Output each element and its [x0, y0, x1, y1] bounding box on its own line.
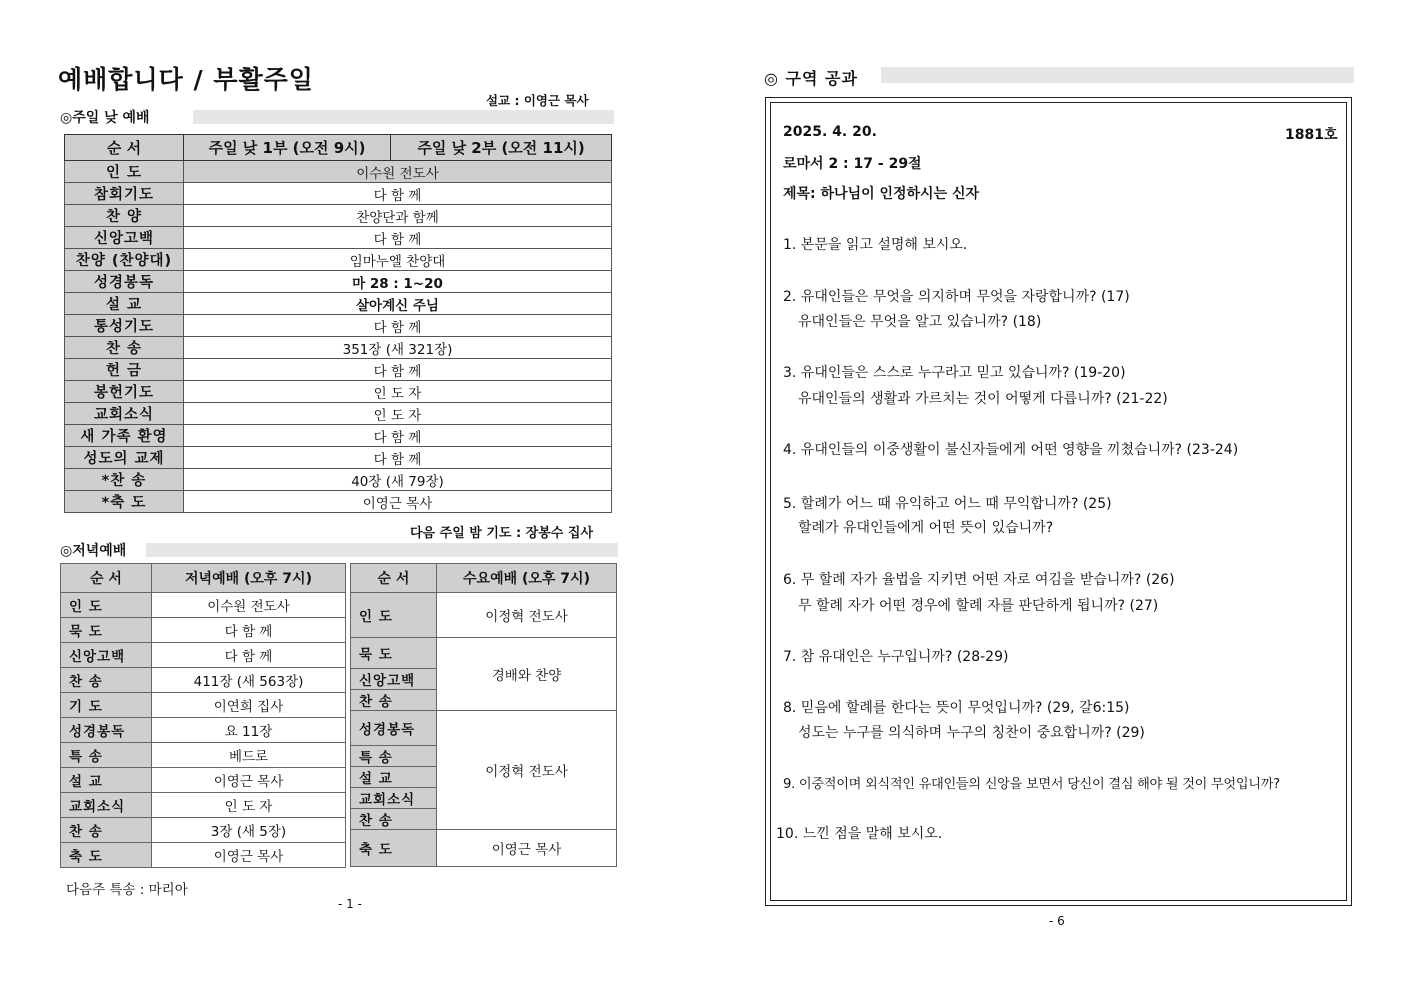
- question-5-sub: 할례가 유대인들에게 어떤 뜻이 있습니까?: [798, 520, 1054, 536]
- day-service-table: [64, 134, 612, 513]
- order-label: 신앙고백: [65, 227, 184, 249]
- order-label: 찬 송: [61, 818, 152, 843]
- question-8: 8. 믿음에 할례를 한다는 뜻이 무엇입니까? (29, 갈6:15): [783, 700, 1130, 716]
- header-first-service: 주일 낮 1부 (오전 9시): [184, 135, 391, 161]
- order-label: 찬 송: [65, 337, 184, 359]
- order-value: 이영근 목사: [184, 491, 612, 513]
- order-value: 다 함 께: [184, 447, 612, 469]
- order-value: 이수원 전도사: [184, 161, 612, 183]
- order-label: 봉헌기도: [65, 381, 184, 403]
- order-value: 인 도 자: [184, 403, 612, 425]
- order-value: 다 함 께: [184, 359, 612, 381]
- order-value: 이정혁 전도사: [437, 711, 617, 830]
- order-value: 이수원 전도사: [152, 593, 346, 618]
- evening-service-table: [60, 563, 346, 868]
- order-label: 찬 송: [351, 809, 437, 830]
- order-value: 경배와 찬양: [437, 638, 617, 711]
- order-label: 축 도: [61, 843, 152, 868]
- question-5: 5. 할례가 어느 때 유익하고 어느 때 무익합니까? (25): [783, 496, 1112, 512]
- order-value: 351장 (새 321장): [184, 337, 612, 359]
- lesson-subject: 제목: 하나님이 인정하시는 신자: [783, 186, 980, 202]
- order-label: 참회기도: [65, 183, 184, 205]
- order-label: 찬 송: [61, 668, 152, 693]
- question-4: 4. 유대인들의 이중생활이 불신자들에게 어떤 영향을 끼쳤습니까? (23-24): [783, 442, 1239, 458]
- section-bar: [881, 67, 1354, 83]
- day-section-title: ◎주일 낮 예배: [60, 110, 150, 126]
- order-value: 다 함 께: [184, 425, 612, 447]
- order-value: 다 함 께: [152, 618, 346, 643]
- header-evening-service: 저녁예배 (오후 7시): [152, 564, 346, 593]
- order-label: 인 도: [61, 593, 152, 618]
- order-label: 성도의 교제: [65, 447, 184, 469]
- order-value: 베드로: [152, 743, 346, 768]
- question-10: 10. 느낀 점을 말해 보시오.: [776, 826, 943, 842]
- question-8-sub: 성도는 누구를 의식하며 누구의 칭찬이 중요합니까? (29): [798, 725, 1145, 741]
- question-7: 7. 참 유대인은 누구입니까? (28-29): [783, 649, 1009, 665]
- evening-section-title: ◎저녁예배: [60, 543, 127, 559]
- order-value: 다 함 께: [184, 315, 612, 337]
- order-value: 40장 (새 79장): [184, 469, 612, 491]
- order-value: 이영근 목사: [437, 830, 617, 867]
- order-value: 이영근 목사: [152, 768, 346, 793]
- order-label: *찬 송: [65, 469, 184, 491]
- order-value: 마 28 : 1~20: [184, 271, 612, 293]
- order-label: 묵 도: [351, 638, 437, 669]
- order-label: 찬양 (찬양대): [65, 249, 184, 271]
- lesson-date: 2025. 4. 20.: [783, 124, 877, 140]
- next-special-song: 다음주 특송 : 마리아: [66, 882, 188, 898]
- question-1: 1. 본문을 읽고 설명해 보시오.: [783, 237, 968, 253]
- question-3-sub: 유대인들의 생활과 가르치는 것이 어떻게 다릅니까? (21-22): [798, 391, 1168, 407]
- preacher: 설교 : 이영근 목사: [486, 93, 589, 108]
- page-title: 예배합니다 / 부활주일: [58, 65, 314, 94]
- order-label: 기 도: [61, 693, 152, 718]
- order-label: 설 교: [351, 767, 437, 788]
- header-second-service: 주일 낮 2부 (오전 11시): [391, 135, 612, 161]
- order-label: 신앙고백: [61, 643, 152, 668]
- header-wednesday-service: 수요예배 (오후 7시): [437, 564, 617, 593]
- header-order: 순 서: [61, 564, 152, 593]
- order-label: 성경봉독: [65, 271, 184, 293]
- order-label: 특 송: [351, 746, 437, 767]
- order-label: 찬 송: [351, 690, 437, 711]
- order-label: 축 도: [351, 830, 437, 867]
- order-label: 찬 양: [65, 205, 184, 227]
- order-value: 살아계신 주님: [184, 293, 612, 315]
- next-prayer: 다음 주일 밤 기도 : 장봉수 집사: [410, 526, 594, 541]
- order-value: 다 함 께: [184, 183, 612, 205]
- order-label: 교회소식: [61, 793, 152, 818]
- order-label: 교회소식: [351, 788, 437, 809]
- issue-number: 1881호: [1285, 127, 1338, 143]
- order-value: 3장 (새 5장): [152, 818, 346, 843]
- order-label: 교회소식: [65, 403, 184, 425]
- order-label: 신앙고백: [351, 669, 437, 690]
- order-value: 인 도 자: [184, 381, 612, 403]
- section-bar: [146, 543, 618, 557]
- order-value: 임마누엘 찬양대: [184, 249, 612, 271]
- question-6-sub: 무 할례 자가 어떤 경우에 할례 자를 판단하게 됩니까? (27): [798, 598, 1159, 614]
- order-label: 헌 금: [65, 359, 184, 381]
- order-label: 묵 도: [61, 618, 152, 643]
- order-label: 인 도: [351, 593, 437, 638]
- order-value: 요 11장: [152, 718, 346, 743]
- order-value: 다 함 께: [152, 643, 346, 668]
- section-bar: [193, 110, 614, 124]
- header-order: 순 서: [351, 564, 437, 593]
- order-value: 이정혁 전도사: [437, 593, 617, 638]
- order-label: 특 송: [61, 743, 152, 768]
- question-3: 3. 유대인들은 스스로 누구라고 믿고 있습니까? (19-20): [783, 365, 1126, 381]
- page-number: - 1 -: [338, 897, 362, 911]
- order-value: 이연희 집사: [152, 693, 346, 718]
- question-2: 2. 유대인들은 무엇을 의지하며 무엇을 자랑합니까? (17): [783, 289, 1130, 305]
- order-value: 인 도 자: [152, 793, 346, 818]
- order-value: 다 함 께: [184, 227, 612, 249]
- header-order: 순 서: [65, 135, 184, 161]
- order-value: 찬양단과 함께: [184, 205, 612, 227]
- order-label: *축 도: [65, 491, 184, 513]
- order-value: 411장 (새 563장): [152, 668, 346, 693]
- order-label: 새 가족 환영: [65, 425, 184, 447]
- order-label: 설 교: [65, 293, 184, 315]
- order-label: 인 도: [65, 161, 184, 183]
- order-value: 이영근 목사: [152, 843, 346, 868]
- question-9: 9. 이중적이며 외식적인 유대인들의 신앙을 보면서 당신이 결심 해야 될 것이 무엇입니까?: [783, 777, 1280, 792]
- page-number: - 6: [1049, 914, 1065, 928]
- question-6: 6. 무 할례 자가 율법을 지키면 어떤 자로 여김을 받습니까? (26): [783, 572, 1175, 588]
- scripture-passage: 로마서 2 : 17 - 29절: [783, 156, 922, 172]
- order-label: 통성기도: [65, 315, 184, 337]
- question-2-sub: 유대인들은 무엇을 알고 있습니까? (18): [798, 314, 1042, 330]
- order-label: 성경봉독: [61, 718, 152, 743]
- cell-lesson-title: ◎ 구역 공과: [764, 69, 858, 88]
- wednesday-service-table: [350, 563, 617, 867]
- order-label: 설 교: [61, 768, 152, 793]
- order-label: 성경봉독: [351, 711, 437, 746]
